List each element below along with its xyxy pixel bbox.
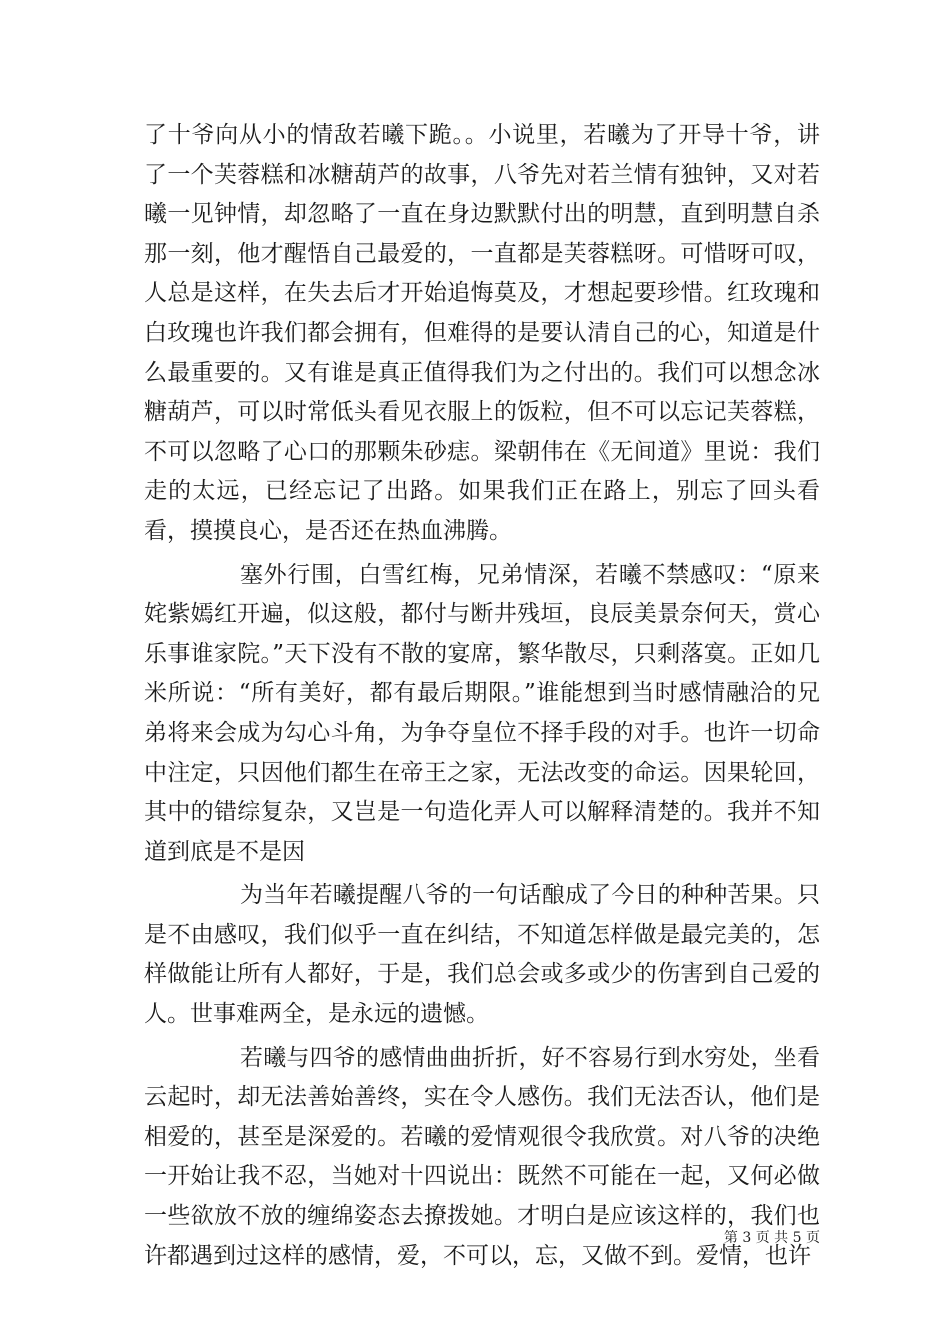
paragraph-3: 为当年若曦提醒八爷的一句话酿成了今日的种种苦果。只是不由感叹，我们似乎一直在纠结，不知道怎样做是最完美的，怎样做能让所有人都好，于是，我们总会或多或少的伤害到自己爱的人。世事难两全，是永远的遗憾。 <box>144 882 820 1028</box>
body-text <box>144 116 820 1280</box>
paragraph-1: 了十爷向从小的情敌若曦下跪。。小说里，若曦为了开导十爷，讲了一个芙蓉糕和冰糖葫芦的故事，八爷先对若兰情有独钟，又对若曦一见钟情，却忽略了一直在身边默默付出的明慧，直到明慧自杀那一刻，他才醒悟自己最爱的，一直都是芙蓉糕呀。可惜呀可叹，人总是这样，在失去后才开始追悔莫及，才想起要珍惜。红玫瑰和白玫瑰也许我们都会拥有，但难得的是要认清自己的心，知道是什么最重要的。又有谁是真正值得我们为之付出的。我们可以想念冰糖葫芦，可以时常低头看见衣服上的饭粒，但不可以忘记芙蓉糕，不可以忽略了心口的那颗朱砂痣。梁朝伟在《无间道》里说：我们走的太远，已经忘记了出路。如果我们正在路上，别忘了回头看看，摸摸良心，是否还在热血沸腾。 <box>144 122 820 544</box>
paragraph-2: 塞外行围，白雪红梅，兄弟情深，若曦不禁感叹：“原来姹紫嫣红开遍，似这般，都付与断井残垣，良辰美景奈何天，赏心乐事谁家院。”天下没有不散的宴席，繁华散尽，只剩落寞。正如几米所说：“所有美好，都有最后期限。”谁能想到当时感情融洽的兄弟将来会成为勾心斗角，为争夺皇位不择手段的对手。也许一切命中注定，只因他们都生在帝王之家，无法改变的命运。因果轮回，其中的错综复杂，又岂是一句造化弄人可以解释清楚的。我并不知道到底是不是因 <box>144 561 820 865</box>
paragraph-4: 若曦与四爷的感情曲曲折折，好不容易行到水穷处，坐看云起时，却无法善始善终，实在令人感伤。我们无法否认，他们是相爱的，甚至是深爱的。若曦的爱情观很令我欣赏。对八爷的决绝一开始让我不忍，当她对十四说出：既然不可能在一起，又何必做一些欲放不放的缠绵姿态去撩拨她。才明白是应该这样的，我们也许都遇到过这样的感情，爱，不可以，忘，又做不到。爱情，也许 <box>144 1044 820 1269</box>
page-number-footer: 第 3 页 共 5 页 <box>723 1230 820 1246</box>
